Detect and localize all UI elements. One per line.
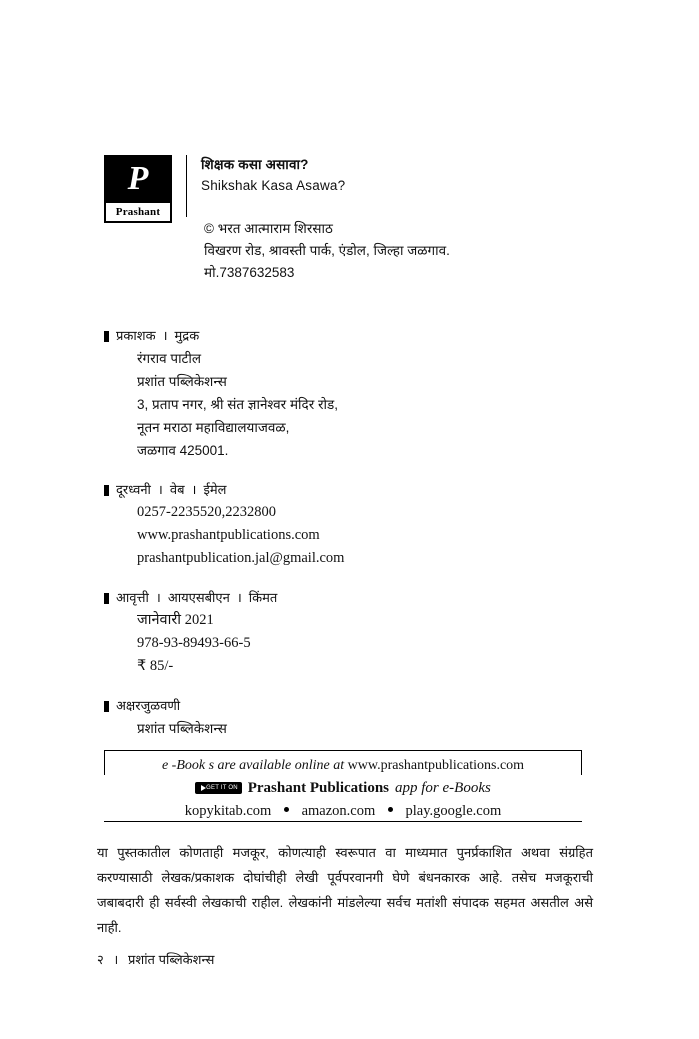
book-title-devanagari: शिक्षक कसा असावा? [201, 157, 309, 172]
publisher-name: रंगराव पाटील [137, 351, 202, 366]
section-heading [104, 325, 604, 347]
footer-publisher: प्रशांत पब्लिकेशन्स [127, 952, 215, 967]
play-badge-label: GET IT ON [206, 784, 238, 791]
square-bullet-icon [104, 485, 109, 496]
book-title-roman: Shikshak Kasa Asawa? [201, 178, 346, 193]
copyright-holder: © भरत आत्माराम शिरसाठ [204, 221, 333, 236]
contact-website[interactable]: www.prashantpublications.com [137, 527, 320, 543]
footer-page-number: २ [97, 952, 104, 967]
publisher-address-3: जळगाव 425001. [137, 443, 229, 458]
publisher-address-2: नूतन मराठा महाविद्यालयाजवळ, [137, 420, 290, 435]
heading-separator: । [236, 590, 242, 605]
contact-email[interactable]: prashantpublication.jal@gmail.com [137, 550, 345, 566]
masthead [104, 155, 584, 223]
section-body [104, 347, 604, 462]
isbn-value: 978-93-89493-66-5 [137, 635, 251, 651]
section-heading [104, 479, 604, 501]
footer-separator: । [113, 952, 119, 967]
section-publisher [104, 325, 604, 462]
section-contact [104, 479, 604, 570]
rights-disclaimer: या पुस्तकातील कोणताही मजकूर, कोणत्याही स्वरूपात वा माध्यमात पुनर्प्रकाशित अथवा संग्रहित करण्यासाठी लेखक/प्रकाशक दोघांचीही लेखी पूर्वपरवानगी घेणे बंधनकारक आहे. तसेच मजकूराची जबाबदारी ही सर्वस्वी लेखकाची राहील. लेखकांनी मांडलेल्या सर्वच मतांशी संपादक सहमत असतील असे नाही. [97, 845, 593, 935]
ebook-stores-line [104, 801, 582, 822]
publisher-house: प्रशांत पब्लिकेशन्स [137, 374, 227, 389]
store-link-playgoogle[interactable]: play.google.com [405, 803, 502, 819]
ebook-app-suffix: app for e-Books [395, 780, 491, 796]
dot-separator-icon [388, 807, 393, 812]
ebook-availability-text: e -Book s are available online at [161, 758, 345, 773]
section-body [104, 609, 604, 678]
section-body [104, 717, 604, 740]
heading-part: ईमेल [203, 482, 227, 497]
section-typesetting [104, 695, 604, 740]
section-heading [104, 587, 604, 609]
publisher-address-1: 3, प्रताप नगर, श्री संत ज्ञानेश्वर मंदिर रोड, [137, 397, 338, 412]
heading-separator: । [191, 482, 197, 497]
contact-phone: 0257-2235520,2232800 [137, 504, 276, 520]
ebook-app-publisher: Prashant Publications [247, 780, 390, 796]
store-link-amazon[interactable]: amazon.com [301, 803, 376, 819]
logo-letter: P [127, 160, 149, 197]
heading-separator: । [162, 328, 168, 343]
publisher-logo [104, 155, 172, 223]
page-footer [97, 950, 214, 970]
price-value: ₹ 85/- [137, 658, 174, 674]
google-play-badge-icon[interactable] [195, 782, 242, 794]
logo-wordmark: Prashant [115, 206, 161, 218]
heading-part: मुद्रक [174, 328, 200, 343]
ebook-promo-box [104, 750, 582, 822]
store-link-kopykitab[interactable]: kopykitab.com [184, 803, 272, 819]
heading-part: वेब [169, 482, 185, 497]
heading-part: किंमत [248, 590, 278, 605]
section-heading [104, 695, 604, 717]
heading-separator: । [155, 590, 161, 605]
section-edition [104, 587, 604, 678]
imprint-sections [104, 325, 604, 757]
heading-part: प्रकाशक [116, 328, 156, 343]
logo-mark-icon [106, 157, 170, 203]
dot-separator-icon [284, 807, 289, 812]
heading-part: अक्षरजुळवणी [116, 698, 181, 713]
ebook-app-line [104, 778, 582, 799]
square-bullet-icon [104, 331, 109, 342]
heading-separator: । [157, 482, 163, 497]
heading-part: आयएसबीएन [167, 590, 230, 605]
typesetter-name: प्रशांत पब्लिकेशन्स [137, 721, 227, 736]
copyright-block [204, 218, 624, 284]
edition-date: जानेवारी 2021 [137, 612, 214, 628]
square-bullet-icon [104, 593, 109, 604]
heading-part: आवृत्ती [116, 590, 149, 605]
copyright-address: विखरण रोड, श्रावस्ती पार्क, एंडोल, जिल्हा जळगाव. [204, 243, 450, 258]
square-bullet-icon [104, 701, 109, 712]
copyright-mobile: मो.7387632583 [204, 265, 295, 280]
section-body [104, 501, 604, 570]
ebook-website-link[interactable]: www.prashantpublications.com [347, 758, 525, 773]
heading-part: दूरध्वनी [116, 482, 151, 497]
book-title-block [186, 155, 345, 217]
ebook-availability-line [104, 756, 582, 776]
